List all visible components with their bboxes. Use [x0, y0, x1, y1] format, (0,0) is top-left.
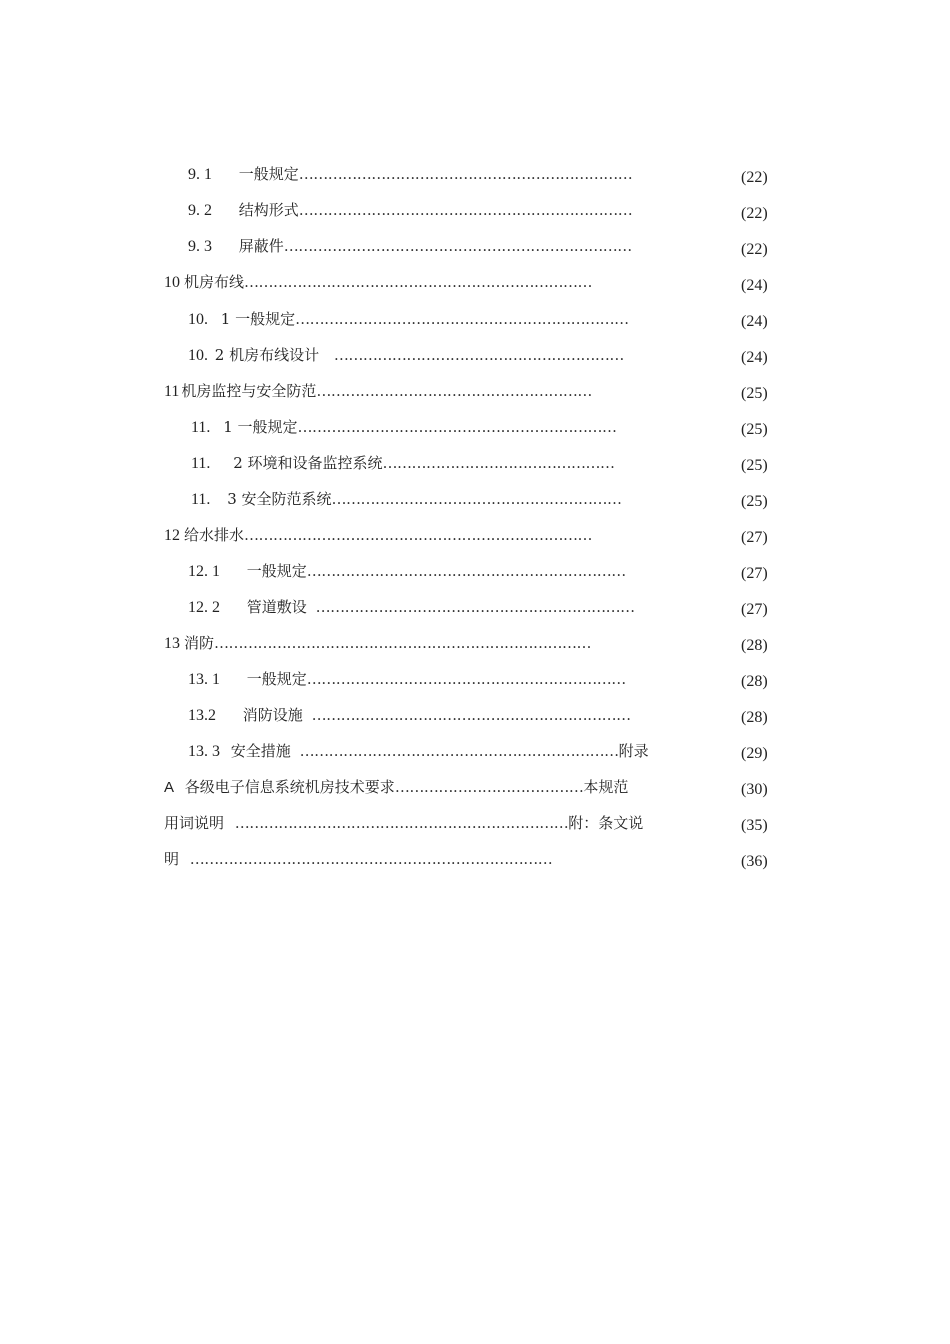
toc-entry[interactable] [191, 489, 622, 510]
toc-leader: ………………………………………………………… [306, 562, 626, 580]
toc-number: 12 [164, 527, 180, 544]
toc-title: 屏蔽件 [238, 237, 284, 255]
toc-number: A [164, 779, 175, 796]
toc-leader: ………………………………………………………… [299, 742, 619, 760]
toc-number: 11. [191, 491, 211, 508]
toc-leader: ………………………………………………………… [315, 598, 635, 616]
toc-number: 13. 3 [188, 743, 220, 760]
toc-title: 一般规定 [246, 562, 307, 580]
toc-leader: ……………………………………………………………… [244, 273, 593, 291]
toc-title: 安全措施 [230, 742, 291, 760]
toc-page: (28) [741, 709, 768, 726]
toc-number: 9. 2 [188, 202, 212, 219]
toc-leader: ………………………………… [394, 778, 584, 796]
toc-page: (24) [741, 349, 768, 366]
toc-entry[interactable] [191, 417, 617, 438]
toc-entry[interactable] [188, 597, 635, 618]
toc-title: 各级电子信息系统机房技术要求 [184, 778, 395, 796]
toc-number: 13. 1 [188, 671, 220, 688]
toc-title: 1 一般规定 [223, 418, 298, 436]
toc-page: (25) [741, 385, 768, 402]
toc-page: (25) [741, 493, 768, 510]
toc-page: (22) [741, 241, 768, 258]
toc-page: (28) [741, 637, 768, 654]
toc-title: 机房监控与安全防范 [181, 382, 317, 400]
toc-entry[interactable] [188, 236, 632, 257]
toc-leader: ………………………………………………… [316, 382, 592, 400]
toc-entry[interactable] [188, 561, 626, 582]
toc-page: (35) [741, 817, 768, 834]
toc-leader: ………………………………………… [382, 454, 615, 472]
toc-entry[interactable] [188, 164, 632, 185]
toc-page: (27) [741, 529, 768, 546]
toc-continuation: 附录 [618, 742, 649, 760]
toc-leader: …………………………………………………………… [298, 201, 633, 219]
toc-continuation: 本规范 [583, 778, 629, 796]
toc-page: (25) [741, 457, 768, 474]
toc-title: 管道敷设 [246, 598, 307, 616]
toc-title: 给水排水 [184, 526, 245, 544]
toc-number: 10 [164, 274, 180, 291]
toc-page: (22) [741, 169, 768, 186]
toc-leader: ………………………………………………………………… [189, 850, 553, 868]
toc-entry[interactable] [191, 453, 615, 474]
toc-page: (24) [741, 313, 768, 330]
toc-entry[interactable] [164, 272, 592, 293]
toc-entry[interactable] [164, 813, 643, 833]
toc-page: (24) [741, 277, 768, 294]
toc-entry[interactable] [188, 741, 649, 762]
toc-title: 机房布线 [184, 273, 245, 291]
toc-entry[interactable] [164, 777, 628, 798]
toc-number: 11. [191, 419, 211, 436]
toc-title: 2 环境和设备监控系统 [233, 454, 383, 472]
toc-number: 11. [191, 455, 211, 472]
toc-title: 明 [164, 850, 180, 868]
toc-entry[interactable] [188, 669, 626, 690]
toc-entry[interactable] [164, 525, 592, 546]
toc-title: 一般规定 [238, 165, 299, 183]
toc-number: 10. [188, 347, 208, 364]
toc-number: 12. 2 [188, 599, 220, 616]
toc-entry[interactable] [188, 309, 629, 330]
toc-number: 12. 1 [188, 563, 220, 580]
toc-title: 3 安全防范系统 [227, 490, 332, 508]
toc-leader: …………………………………………………………………… [214, 634, 592, 652]
toc-page: (25) [741, 421, 768, 438]
toc-leader: ………………………………………………………… [297, 418, 617, 436]
toc-number: 9. 3 [188, 238, 212, 255]
toc-leader: ……………………………………………………………… [244, 526, 593, 544]
toc-leader: …………………………………………………… [333, 346, 624, 364]
toc-title: 2 机房布线设计 [214, 346, 320, 364]
toc-page: (36) [741, 853, 768, 870]
toc-entry[interactable] [164, 381, 592, 402]
toc-leader: ……………………………………………………………… [283, 237, 632, 255]
toc-leader: …………………………………………………………… [295, 310, 629, 328]
toc-number: 9. 1 [188, 166, 212, 183]
toc-leader: …………………………………………………………… [234, 814, 569, 832]
toc-title: 消防设施 [242, 706, 303, 724]
toc-number: 13 [164, 635, 180, 652]
toc-number: 11 [164, 383, 180, 400]
toc-title: 1 一般规定 [220, 310, 296, 328]
toc-leader: ………………………………………………………… [311, 706, 631, 724]
toc-title: 消防 [184, 634, 215, 652]
toc-title: 一般规定 [246, 670, 307, 688]
toc-leader: …………………………………………………… [331, 490, 622, 508]
toc-title: 结构形式 [238, 201, 299, 219]
toc-leader: ………………………………………………………… [306, 670, 626, 688]
toc-entry[interactable] [164, 633, 591, 654]
toc-entry[interactable] [188, 705, 631, 726]
toc-page: (22) [741, 205, 768, 222]
toc-entry[interactable] [164, 849, 552, 869]
toc-number: 10. [188, 311, 208, 328]
toc-page: (29) [741, 745, 768, 762]
toc-leader: …………………………………………………………… [298, 165, 633, 183]
toc-page: (28) [741, 673, 768, 690]
toc-continuation: 附：条文说 [568, 814, 644, 832]
toc-page: (27) [741, 565, 768, 582]
toc-page: (27) [741, 601, 768, 618]
toc-entry[interactable] [188, 200, 632, 221]
toc-page: (30) [741, 781, 768, 798]
toc-entry[interactable] [188, 345, 624, 366]
toc-title: 用词说明 [164, 814, 225, 832]
toc-number: 13.2 [188, 707, 216, 724]
